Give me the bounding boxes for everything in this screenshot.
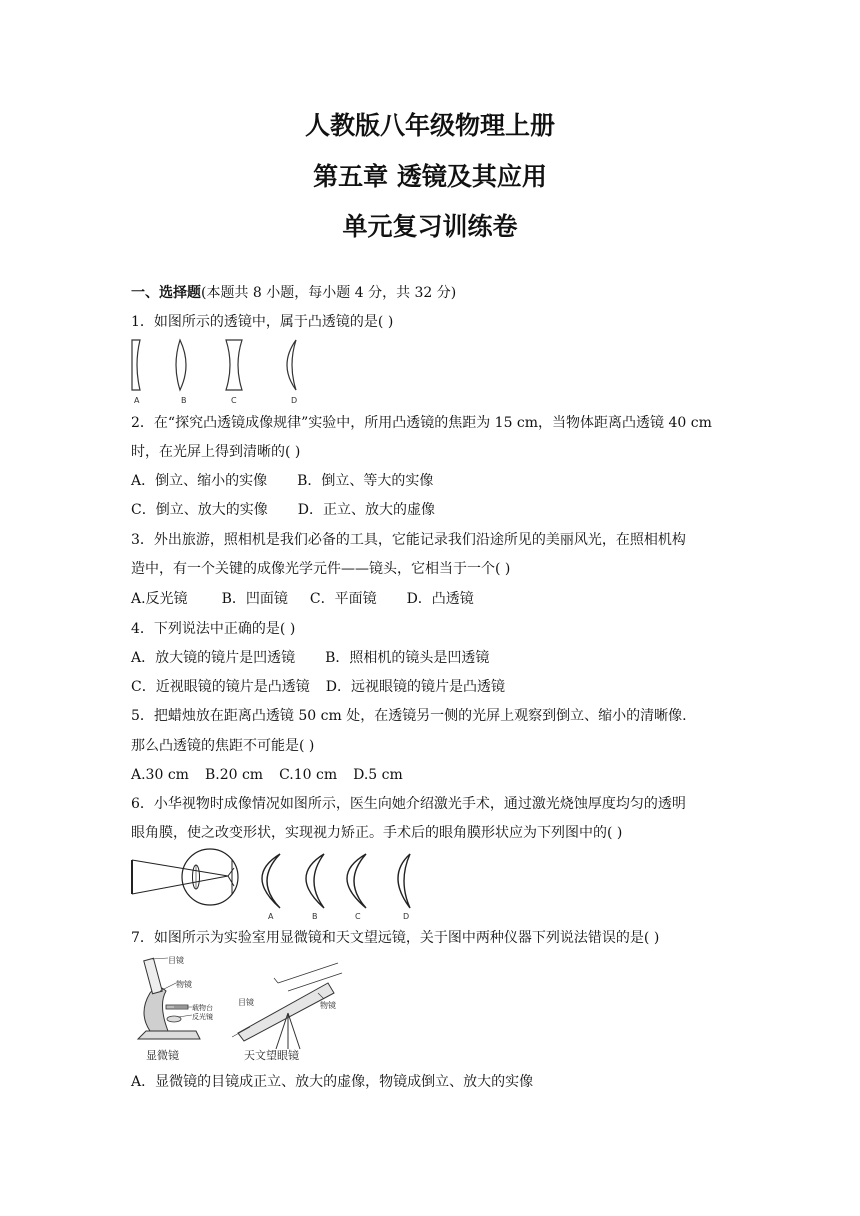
q5-stem-2: 那么凸透镜的焦距不可能是( ) <box>131 738 315 754</box>
tele-caption: 天文望眼镜 <box>244 1049 299 1062</box>
q5-option-b: B.20 cm <box>204 767 264 783</box>
q3-option-d: D．凸透镜 <box>406 591 474 607</box>
section-heading-bold: 一、选择题 <box>131 285 201 301</box>
paper-subtitle: 单元复习训练卷 <box>342 212 518 241</box>
micro-caption: 显微镜 <box>146 1049 179 1062</box>
q5-option-c: C.10 cm <box>279 767 338 783</box>
tele-label-eyepiece: 目镜 <box>238 998 254 1007</box>
section-heading-rest: (本题共 8 小题，每小题 4 分，共 32 分) <box>201 285 457 301</box>
section-heading <box>131 284 456 302</box>
q2-options-cd <box>131 501 435 519</box>
q7-option-a: A．显微镜的目镜成正立、放大的虚像，物镜成倒立、放大的实像 <box>131 1074 534 1090</box>
q6-label-d: D <box>403 912 410 921</box>
tele-label-objective: 物镜 <box>320 1001 336 1010</box>
q5-option-d: D.5 cm <box>353 767 403 783</box>
q3-option-b: B．凹面镜 <box>221 591 288 607</box>
page-title: 人教版八年级物理上册 <box>304 111 555 140</box>
q7-stem: 7．如图所示为实验室用显微镜和天文望远镜，关于图中两种仪器下列说法错误的是( ) <box>131 930 660 946</box>
micro-label-objective: 物镜 <box>176 980 192 989</box>
cornea-d-icon <box>398 854 410 908</box>
chapter-title: 第五章 透镜及其应用 <box>313 162 547 191</box>
q6-stem-2: 眼角膜，使之改变形状，实现视力矫正。手术后的眼角膜形状应为下列图中的( ) <box>131 825 623 841</box>
q3-option-a: A.反光镜 <box>131 591 188 607</box>
micro-label-eyepiece: 目镜 <box>168 956 184 965</box>
q4-stem: 4．下列说法中正确的是( ) <box>131 621 296 637</box>
q5-stem-1: 5．把蜡烛放在距离凸透镜 50 cm 处，在透镜另一侧的光屏上观察到倒立、缩小的清晰像. <box>131 708 687 724</box>
lens-b-icon <box>176 340 186 390</box>
q1-lens-figure <box>128 337 318 407</box>
q6-eye-figure <box>128 848 428 922</box>
cornea-a-icon <box>262 854 280 908</box>
micro-label-mirror: 反光镜 <box>192 1013 213 1021</box>
q7-instruments-figure <box>128 953 358 1067</box>
q4-options-cd <box>131 678 505 696</box>
cornea-c-icon <box>347 854 366 908</box>
q6-stem-1: 6．小华视物时成像情况如图所示，医生向她介绍激光手术，通过激光烧蚀厚度均匀的透明 <box>131 796 686 812</box>
q1-label-d: D <box>291 396 298 405</box>
q6-label-a: A <box>268 912 274 921</box>
lens-c-icon <box>226 340 242 390</box>
q5-options <box>131 766 403 784</box>
q1-label-c: C <box>231 396 237 405</box>
q1-stem: 1．如图所示的透镜中，属于凸透镜的是( ) <box>131 314 394 330</box>
q4-option-a: A．放大镜的镜片是凹透镜 <box>131 650 296 666</box>
q2-option-b: B．倒立、等大的实像 <box>297 473 434 489</box>
q3-stem-2: 造中，有一个关键的成像光学元件——镜头，它相当于一个( ) <box>131 561 511 577</box>
cornea-b-icon <box>306 854 324 908</box>
q2-stem-2: 时，在光屏上得到清晰的( ) <box>131 444 301 460</box>
eye-diagram-icon <box>132 849 238 905</box>
q2-options-ab <box>131 472 433 490</box>
q2-option-d: D．正立、放大的虚像 <box>297 502 435 518</box>
q1-label-a: A <box>134 396 140 405</box>
q3-option-c: C．平面镜 <box>309 591 377 607</box>
q1-label-b: B <box>181 396 187 405</box>
lens-d-icon <box>287 340 296 390</box>
q6-label-b: B <box>312 912 318 921</box>
q4-options-ab <box>131 649 489 667</box>
q4-option-d: D．远视眼镜的镜片是凸透镜 <box>325 679 505 695</box>
microscope-icon <box>138 958 200 1039</box>
q4-option-b: B．照相机的镜头是凹透镜 <box>325 650 490 666</box>
q5-option-a: A.30 cm <box>131 767 189 783</box>
q6-label-c: C <box>355 912 361 921</box>
q2-stem-1: 2．在“探究凸透镜成像规律”实验中，所用凸透镜的焦距为 15 cm，当物体距离凸透镜 40 cm <box>131 415 712 431</box>
lens-a-icon <box>132 340 140 390</box>
q2-option-a: A．倒立、缩小的实像 <box>131 473 268 489</box>
q4-option-c: C．近视眼镜的镜片是凸透镜 <box>131 679 310 695</box>
micro-label-stage: 载物台 <box>192 1004 213 1012</box>
q2-option-c: C．倒立、放大的实像 <box>131 502 268 518</box>
q3-stem-1: 3．外出旅游，照相机是我们必备的工具，它能记录我们沿途所见的美丽风光，在照相机构 <box>131 532 686 548</box>
q3-options <box>131 590 474 608</box>
